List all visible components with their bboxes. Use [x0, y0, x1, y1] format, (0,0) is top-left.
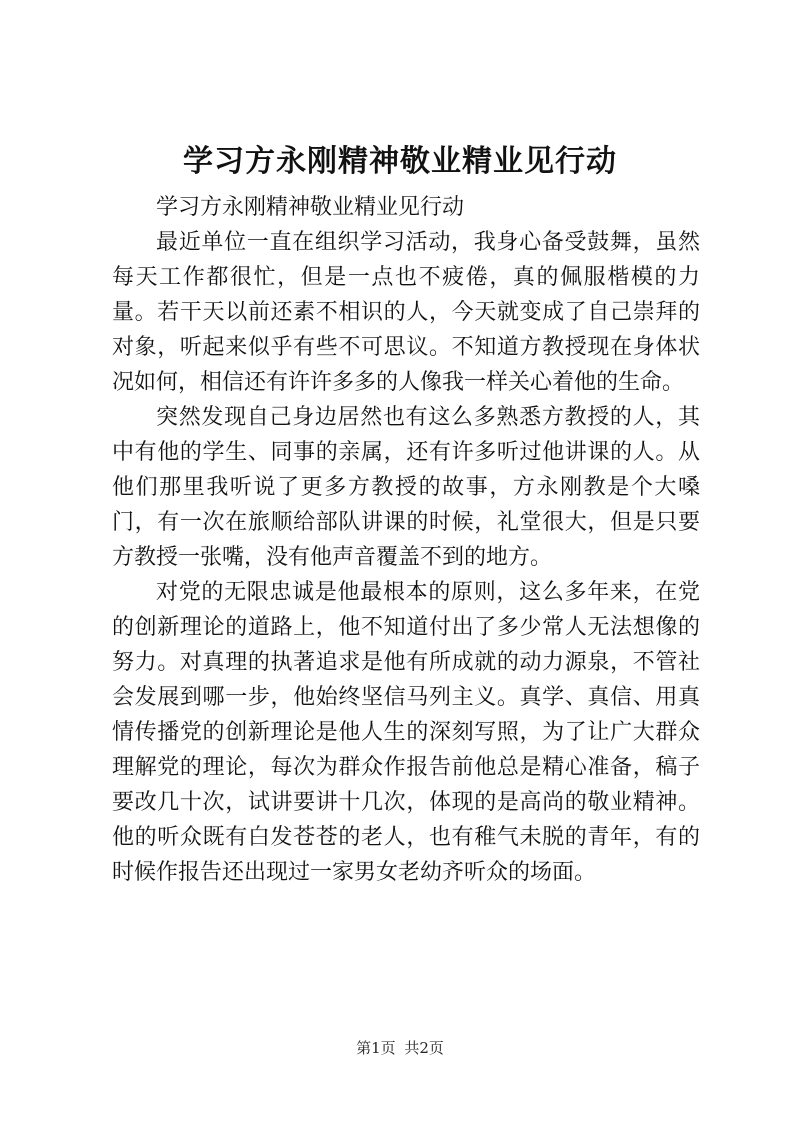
paragraph-3: 对党的无限忠诚是他最根本的原则，这么多年来，在党的创新理论的道路上，他不知道付出了多少常人无法想像的努力。对真理的执著追求是他有所成就的动力源泉，不管社会发展到哪一步，他始终坚信马列主义。真学、真信、用真情传播党的创新理论是他人生的深刻写照，为了让广大群众理解党的理论，每次为群众作报告前他总是精心准备，稿子要改几十次，试讲要讲十几次，体现的是高尚的敬业精神。他的听众既有白发苍苍的老人，也有稚气未脱的青年，有的时候作报告还出现过一家男女老幼齐听众的场面。: [112, 580, 700, 885]
document-title: 学习方永刚精神敬业精业见行动: [183, 144, 617, 179]
page-number: 第1页: [356, 1039, 396, 1057]
paragraph-1: 最近单位一直在组织学习活动，我身心备受鼓舞，虽然每天工作都很忙，但是一点也不疲倦，真的佩服楷模的力量。若干天以前还素不相识的人，今天就变成了自己崇拜的对象，听起来似乎有些不可思议。不知道方教授现在身体状况如何，相信还有许许多多的人像我一样关心着他的生命。: [112, 230, 700, 395]
page-footer: [0, 1038, 800, 1058]
page-total: 共2页: [404, 1039, 444, 1057]
paragraph-2: 突然发现自己身边居然也有这么多熟悉方教授的人，其中有他的学生、同事的亲属，还有许多听过他讲课的人。从他们那里我听说了更多方教授的故事，方永刚教是个大嗓门，有一次在旅顺给部队讲课的时候，礼堂很大，但是只要方教授一张嘴，没有他声音覆盖不到的地方。: [112, 405, 700, 570]
document-body: [112, 190, 700, 890]
document-subtitle: 学习方永刚精神敬业精业见行动: [156, 195, 465, 220]
